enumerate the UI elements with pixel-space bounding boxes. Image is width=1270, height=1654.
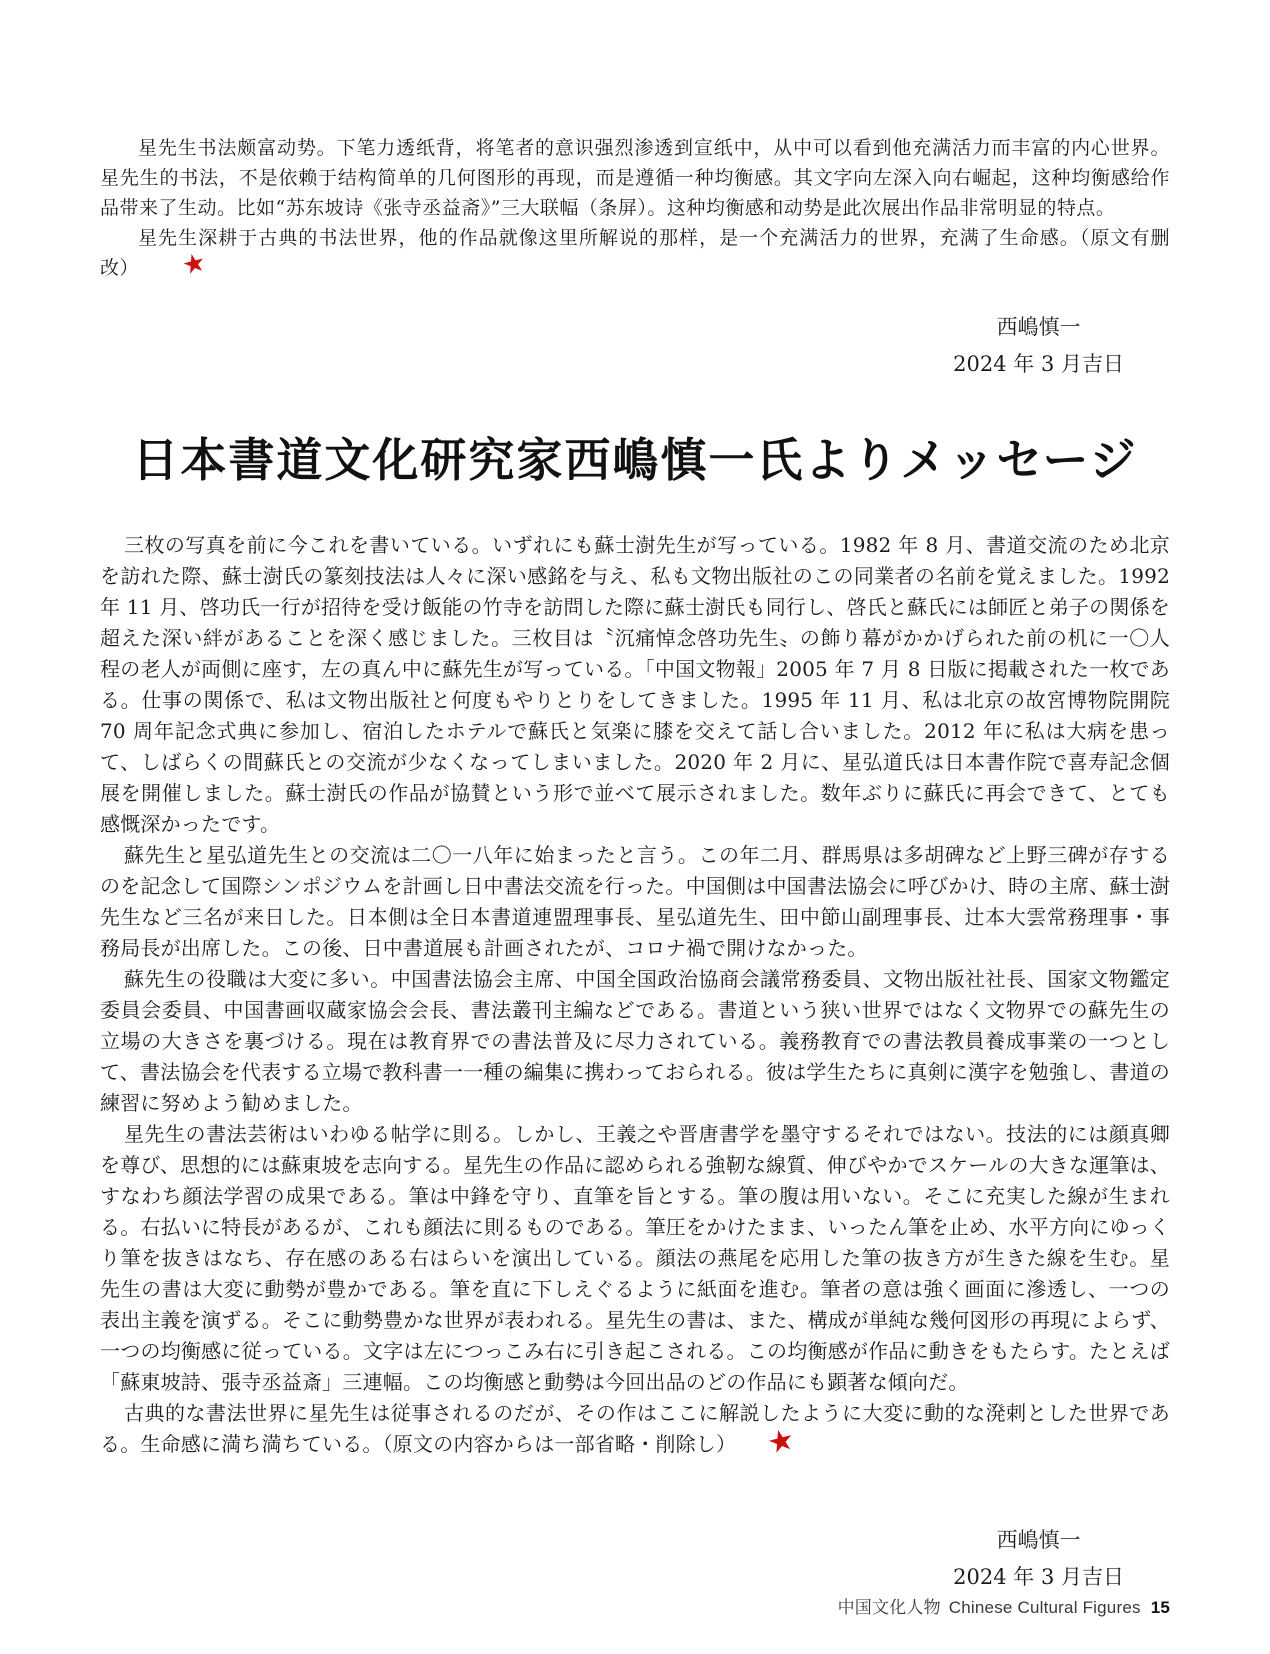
signature-date: 2024 年 3 月吉日: [953, 1565, 1124, 1590]
signature-date: 2024 年 3 月吉日: [953, 352, 1124, 376]
page-number: 15: [1150, 1598, 1170, 1617]
paragraph-text: 蘇先生と星弘道先生との交流は二〇一八年に始まったと言う。この年二月、群馬県は多胡碑など上野三碑が存するのを記念して国際シンポジウムを計画し日中書法交流を行った。中国側は中国書法協会に呼びかけ、時の主席、蘇士澍先生など三名が来日した。日本側は全日本書道連盟理事長、星弘道先生、田中節山副理事長、辻本大雲常務理事・事務局長が出席した。この後、日中書道展も計画されたが、コロナ禍で開けなかった。: [100, 843, 1170, 961]
japanese-paragraph-5: [100, 1398, 1170, 1463]
paragraph-text: 古典的な書法世界に星先生は従事されるのだが、その作はここに解説したように大変に動的な溌剌とした世界である。生命感に満ち満ちている。（原文の内容からは一部省略・削除し）: [100, 1401, 1170, 1457]
paragraph-text: 星先生深耕于古典的书法世界，他的作品就像这里所解说的那样，是一个充满活力的世界，充满了生命感。（原文有删改）: [100, 227, 1170, 279]
signature-block-top: [953, 309, 1124, 383]
chinese-paragraph-1: [100, 133, 1170, 223]
japanese-paragraph-3: [100, 964, 1170, 1119]
paragraph-text: 三枚の写真を前に今これを書いている。いずれにも蘇士澍先生が写っている。1982 年 8 月、書道交流のため北京を訪れた際、蘇士澍氏の篆刻技法は人々に深い感銘を与え、私も文物出版社のこの同業者の名前を覚えました。1992 年 11 月、啓功氏一行が招待を受け飯能の竹寺を訪問した際に蘇士澍氏も同行し、啓氏と蘇氏には師匠と弟子の関係を超えた深い絆があることを深く感じました。三枚目は〝沉痛悼念啓功先生〟の飾り幕がかかげられた前の机に一〇人程の老人が両側に座す，左の真ん中に蘇先生が写っている。「中国文物報」2005 年 7 月 8 日版に掲載された一枚である。仕事の関係で、私は文物出版社と何度もやりとりをしてきました。1995 年 11 月、私は北京の故宮博物院開院 70 周年記念式典に参加し、宿泊したホテルで蘇氏と気楽に膝を交えて話し合いました。2012 年に私は大病を患って、しばらくの間蘇氏との交流が少なくなってしまいました。2020 年 2 月に、星弘道氏は日本書作院で喜寿記念個展を開催しました。蘇士澍氏の作品が協賛という形で並べて展示されました。数年ぶりに蘇氏に再会できて、とても感慨深かったです。: [100, 533, 1170, 837]
red-star-icon: ★: [179, 246, 210, 282]
japanese-paragraph-4: [100, 1119, 1170, 1398]
japanese-message-section: [100, 530, 1170, 1596]
signature-name: 西嶋慎一: [996, 1528, 1081, 1553]
signature-name: 西嶋慎一: [996, 315, 1081, 339]
page-title: 日本書道文化研究家西嶋慎一氏よりメッセージ: [132, 433, 1138, 487]
paragraph-text: 星先生の書法芸術はいわゆる帖学に則る。しかし、王義之や晋唐書学を墨守するそれではない。技法的には顔真卿を尊び、思想的には蘇東坡を志向する。星先生の作品に認められる強靭な線質、伸びやかでスケールの大きな運筆は、すなわち顔法学習の成果である。筆は中鋒を守り、直筆を旨とする。筆の腹は用いない。そこに充実した線が生まれる。右払いに特長があるが、これも顔法に則るものである。筆圧をかけたまま、いったん筆を止め、水平方向にゆっくり筆を抜きはなち、存在感のある右はらいを演出している。顔法の燕尾を応用した筆の抜き方が生きた線を生む。星先生の書は大変に動勢が豊かである。筆を直に下しえぐるように紙面を進む。筆者の意は強く画面に滲透し、一つの表出主義を演ずる。そこに動勢豊かな世界が表われる。星先生の書は、また、構成が単純な幾何図形の再現によらず、一つの均衡感に従っている。文字は左につっこみ右に引き起こされる。この均衡感が作品に動きをもたらす。たとえば「蘇東坡詩、張寺丞益斎」三連幅。この均衡感と動勢は今回出品のどの作品にも顕著な傾向だ。: [100, 1122, 1170, 1395]
journal-name-cn: 中国文化人物: [837, 1598, 941, 1617]
paragraph-text: 星先生书法颇富动势。下笔力透纸背，将笔者的意识强烈渗透到宣纸中，从中可以看到他充满活力而丰富的内心世界。星先生的书法，不是依赖于结构简单的几何图形的再现，而是遵循一种均衡感。其文字向左深入向右崛起，这种均衡感给作品带来了生动。比如“苏东坡诗《张寺丞益斋》”三大联幅（条屏）。这种均衡感和动势是此次展出作品非常明显的特点。: [100, 137, 1170, 219]
chinese-review-section: [100, 0, 1170, 383]
paragraph-text: 蘇先生の役職は大変に多い。中国書法協会主席、中国全国政治協商会議常務委員、文物出版社社長、国家文物鑑定委員会委員、中国書画収蔵家協会会長、書法叢刊主編などである。書道という狭い世界ではなく文物界での蘇先生の立場の大きさを裏づける。現在は教育界での書法普及に尽力されている。義務教育での書法教員養成事業の一つとして、書法協会を代表する立場で教科書一一種の編集に携わっておられる。彼は学生たちに真剣に漢字を勉強し、書道の練習に努めよう勧めました。: [100, 967, 1170, 1116]
signature-block-bottom: [953, 1522, 1124, 1596]
page-footer: [838, 1593, 1170, 1618]
red-star-icon: ★: [763, 1421, 799, 1463]
chinese-paragraph-2: [100, 223, 1170, 283]
japanese-paragraph-1: [100, 530, 1170, 840]
japanese-paragraph-2: [100, 840, 1170, 964]
journal-name-en: Chinese Cultural Figures: [948, 1598, 1141, 1617]
